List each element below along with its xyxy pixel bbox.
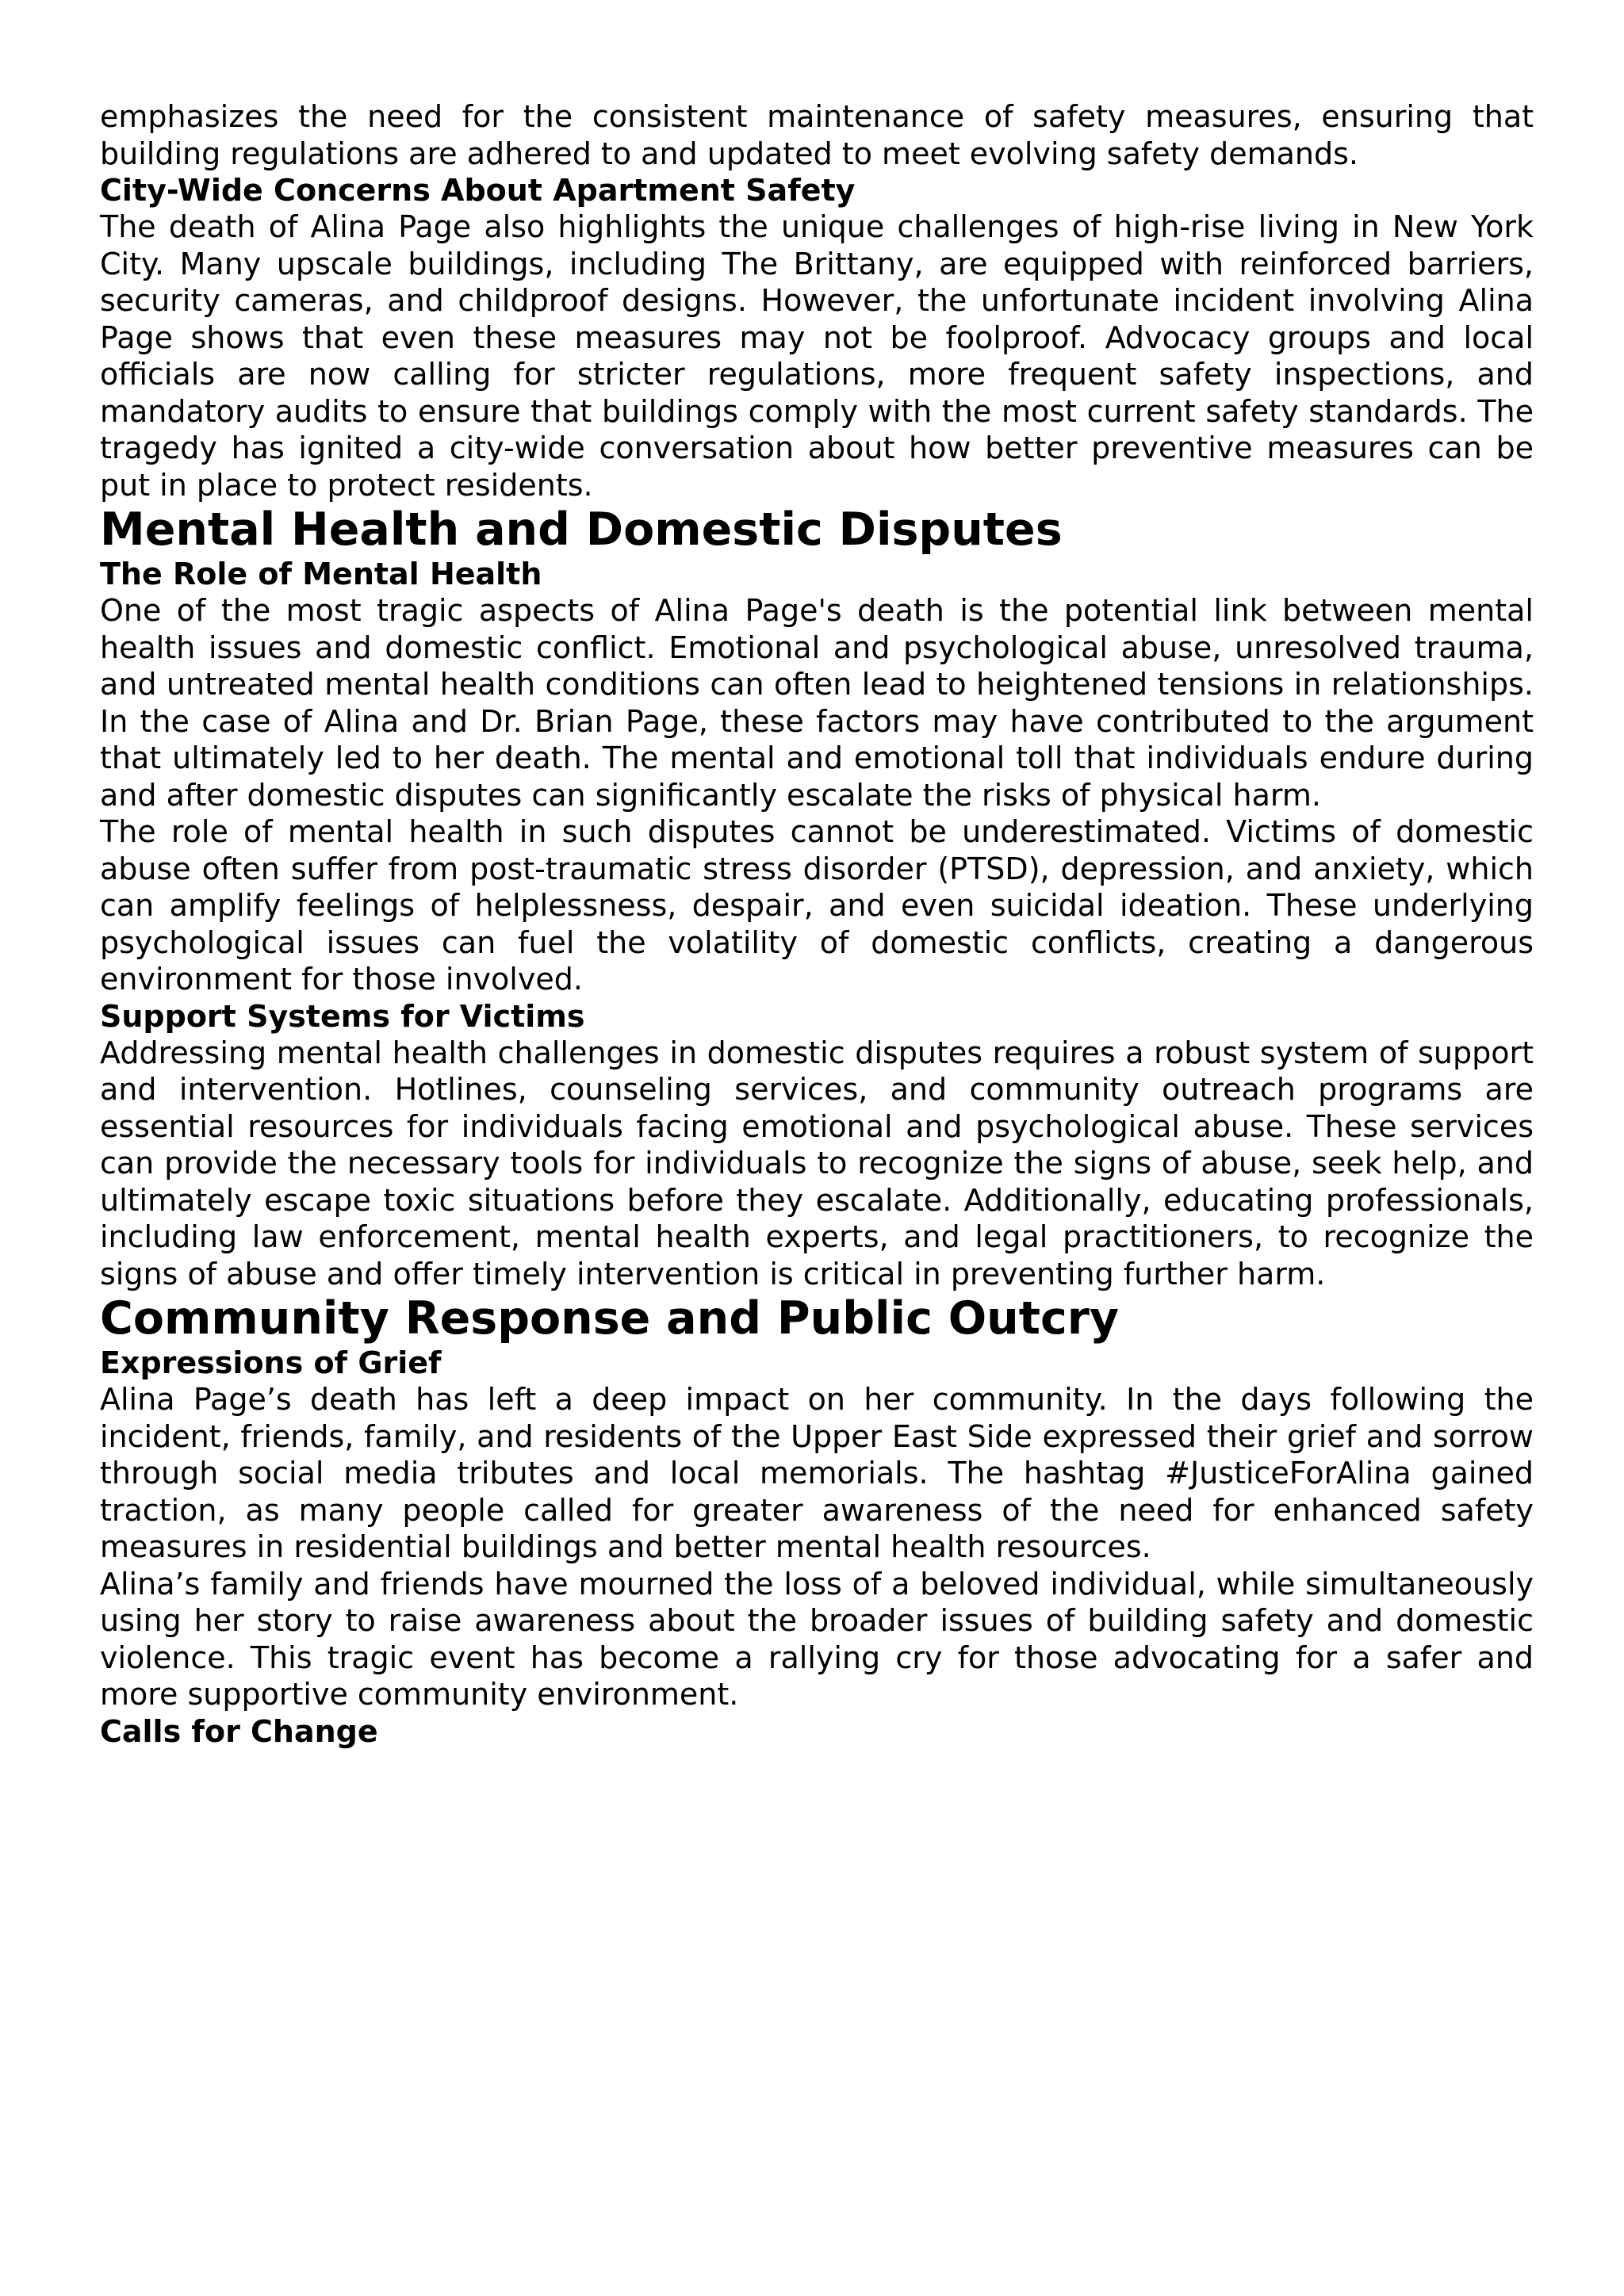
city-wide-heading: City-Wide Concerns About Apartment Safety xyxy=(100,173,856,208)
role-paragraph-1: One of the most tragic aspects of Alina Page's death is the potential link between mental health issues and domestic conflict. Emotional and psychological abuse, unresolved trauma, and untreated mental health conditions can often lead to heightened tensions in relationships. In the case of Alina and Dr. Brian Page, these factors may have contributed to the argument that ultimately led to her death. The mental and emotional toll that individuals endure during and after domestic disputes can significantly escalate the risks of physical harm. xyxy=(100,593,1534,813)
community-section-title: Community Response and Public Outcry xyxy=(100,1292,1120,1345)
role-paragraph-2: The role of mental health in such disputes cannot be underestimated. Victims of domestic abuse often suffer from post-traumatic stress disorder (PTSD), depression, and anxiety, which can amplify feelings of helplessness, despair, and even suicidal ideation. These underlying psychological issues can fuel the volatility of domestic conflicts, creating a dangerous environment for those involved. xyxy=(100,814,1534,997)
grief-paragraph-2: Alina’s family and friends have mourned the loss of a beloved individual, while simultaneously using her story to raise awareness about the broader issues of building safety and domestic violence. This tragic event has become a rallying cry for those advocating for a safer and more supportive community environment. xyxy=(100,1566,1534,1712)
support-paragraph: Addressing mental health challenges in domestic disputes requires a robust system of support and intervention. Hotlines, counseling services, and community outreach programs are essential resources for individuals facing emotional and psychological abuse. These services can provide the necessary tools for individuals to recognize the signs of abuse, seek help, and ultimately escape toxic situations before they escalate. Additionally, educating professionals, including law enforcement, mental health experts, and legal practitioners, to recognize the signs of abuse and offer timely intervention is critical in preventing further harm. xyxy=(100,1035,1534,1292)
expressions-of-grief-heading: Expressions of Grief xyxy=(100,1345,442,1380)
intro-paragraph: emphasizes the need for the consistent maintenance of safety measures, ensuring that building regulations are adhered to and updated to meet evolving safety demands. xyxy=(100,99,1534,171)
mental-health-section-title: Mental Health and Domestic Disputes xyxy=(100,503,1063,556)
support-systems-heading: Support Systems for Victims xyxy=(100,998,585,1034)
grief-paragraph-1: Alina Page’s death has left a deep impact on her community. In the days following the incident, friends, family, and residents of the Upper East Side expressed their grief and sorrow through social media tributes and local memorials. The hashtag #JusticeForAlina gained traction, as many people called for greater awareness of the need for enhanced safety measures in residential buildings and better mental health resources. xyxy=(100,1382,1534,1564)
calls-for-change-heading: Calls for Change xyxy=(100,1713,378,1749)
role-of-mental-health-heading: The Role of Mental Health xyxy=(100,557,542,591)
document-page xyxy=(100,98,1534,1750)
city-wide-paragraph: The death of Alina Page also highlights the unique challenges of high-rise living in New York City. Many upscale buildings, including The Brittany, are equipped with reinforced barriers, security cameras, and childproof designs. However, the unfortunate incident involving Alina Page shows that even these measures may not be foolproof. Advocacy groups and local officials are now calling for stricter regulations, more frequent safety inspections, and mandatory audits to ensure that buildings comply with the most current safety standards. The tragedy has ignited a city-wide conversation about how better preventive measures can be put in place to protect residents. xyxy=(100,209,1534,503)
